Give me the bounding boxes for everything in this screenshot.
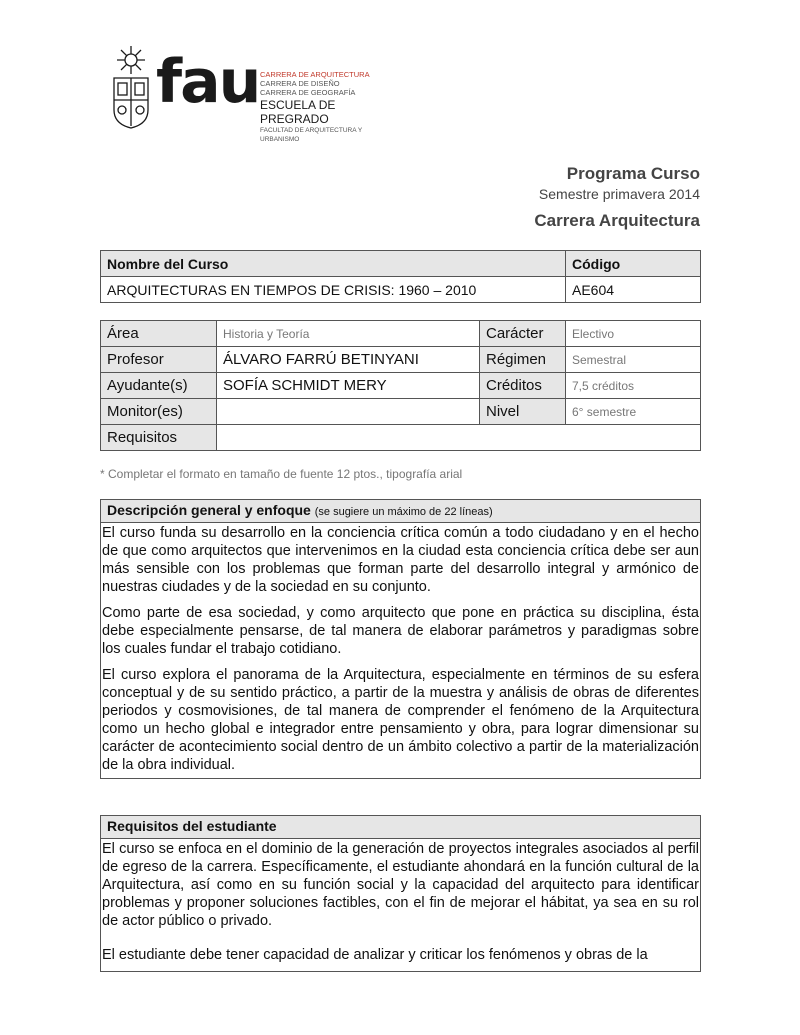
regime-value: Semestral <box>566 347 701 373</box>
logo-wordmark: fau <box>156 47 260 117</box>
university-emblem-icon <box>108 44 154 130</box>
student-requirements-section <box>100 815 701 972</box>
description-paragraph: El curso explora el panorama de la Arquitectura, especialmente en términos de su esfera conceptual y de su sentido práctico, a partir de la muestra y análisis de obras de diferentes periodos y cosmovisiones, de tal manera de comprender el fenómeno de la Arquitectura como un hecho global e integrador entre pensamiento y obra, para lograr dimensionar su carácter de acontecimiento social dentro de un ámbito colectivo a partir de la materialización de la obra individual. <box>102 667 699 773</box>
description-title: Descripción general y enfoque <box>107 502 311 518</box>
career-label: Carrera Arquitectura <box>534 211 700 230</box>
course-name-table <box>100 250 701 303</box>
page-title: Programa Curso <box>566 164 700 183</box>
semester-label: Semestre primavera 2014 <box>538 186 700 202</box>
student-requirements-paragraph: El estudiante debe tener capacidad de analizar y criticar los fenómenos y obras de la <box>102 947 648 963</box>
format-note: * Completar el formato en tamaño de fuente 12 ptos., tipografía arial <box>100 467 463 481</box>
assistant-label: Ayudante(s) <box>101 373 217 399</box>
level-value: 6° semestre <box>566 399 701 425</box>
description-subtitle: (se sugiere un máximo de 22 líneas) <box>314 506 493 518</box>
logo-line: ESCUELA DE PREGRADO <box>260 98 336 126</box>
faculty-logo <box>108 44 398 143</box>
area-value: Historia y Teoría <box>217 321 480 347</box>
logo-text <box>260 70 398 144</box>
logo-line: FACULTAD DE ARQUITECTURA Y URBANISMO <box>260 127 363 143</box>
student-requirements-body <box>101 839 700 972</box>
credits-value: 7,5 créditos <box>566 373 701 399</box>
professor-value: ÁLVARO FARRÚ BETINYANI <box>217 347 480 373</box>
description-body <box>101 523 700 778</box>
requirements-value <box>217 425 701 451</box>
course-code-value: AE604 <box>566 277 701 303</box>
area-label: Área <box>101 321 217 347</box>
course-info-table <box>100 320 701 451</box>
logo-line: CARRERA DE ARQUITECTURA <box>260 70 370 79</box>
monitor-label: Monitor(es) <box>101 399 217 425</box>
requirements-label: Requisitos <box>101 425 217 451</box>
character-value: Electivo <box>566 321 701 347</box>
regime-label: Régimen <box>480 347 566 373</box>
assistant-value: SOFÍA SCHMIDT MERY <box>217 373 480 399</box>
description-paragraph: El curso funda su desarrollo en la conciencia crítica común a todo ciudadano y en el hecho de que como arquitectos que intervenimos en la ciudad esta conciencia crítica debe ser aun más sensible con los problemas que forman parte del desarrollo integral y armónico de nuestras ciudades y de la sociedad en su conjunto. <box>102 525 699 595</box>
description-section <box>100 499 701 779</box>
course-name-header: Nombre del Curso <box>101 251 566 277</box>
description-paragraph: Como parte de esa sociedad, y como arquitecto que pone en práctica su disciplina, ésta debe especialmente pensarse, de tal manera de elaborar parámetros y paradigmas sobre los cuales fundar el trabajo cotidiano. <box>102 605 699 657</box>
professor-label: Profesor <box>101 347 217 373</box>
character-label: Carácter <box>480 321 566 347</box>
student-requirements-header: Requisitos del estudiante <box>101 816 700 839</box>
credits-label: Créditos <box>480 373 566 399</box>
student-requirements-paragraph: El curso se enfoca en el dominio de la generación de proyectos integrales asociados al perfil de egreso de la carrera. Específicamente, el estudiante ahondará en la función cultural de la Arquitectura, así como en su función social y la capacidad del arquitecto para identificar problemas y proponer soluciones factibles, con el fin de mejorar el hábitat, ya sea en su rol de actor público o privado. <box>102 841 699 929</box>
description-header <box>101 500 700 523</box>
course-code-header: Código <box>566 251 701 277</box>
course-name-value: ARQUITECTURAS EN TIEMPOS DE CRISIS: 1960 – 2010 <box>101 277 566 303</box>
level-label: Nivel <box>480 399 566 425</box>
monitor-value <box>217 399 480 425</box>
logo-line: CARRERA DE GEOGRAFÍA <box>260 88 356 97</box>
logo-line: CARRERA DE DISEÑO <box>260 79 340 88</box>
